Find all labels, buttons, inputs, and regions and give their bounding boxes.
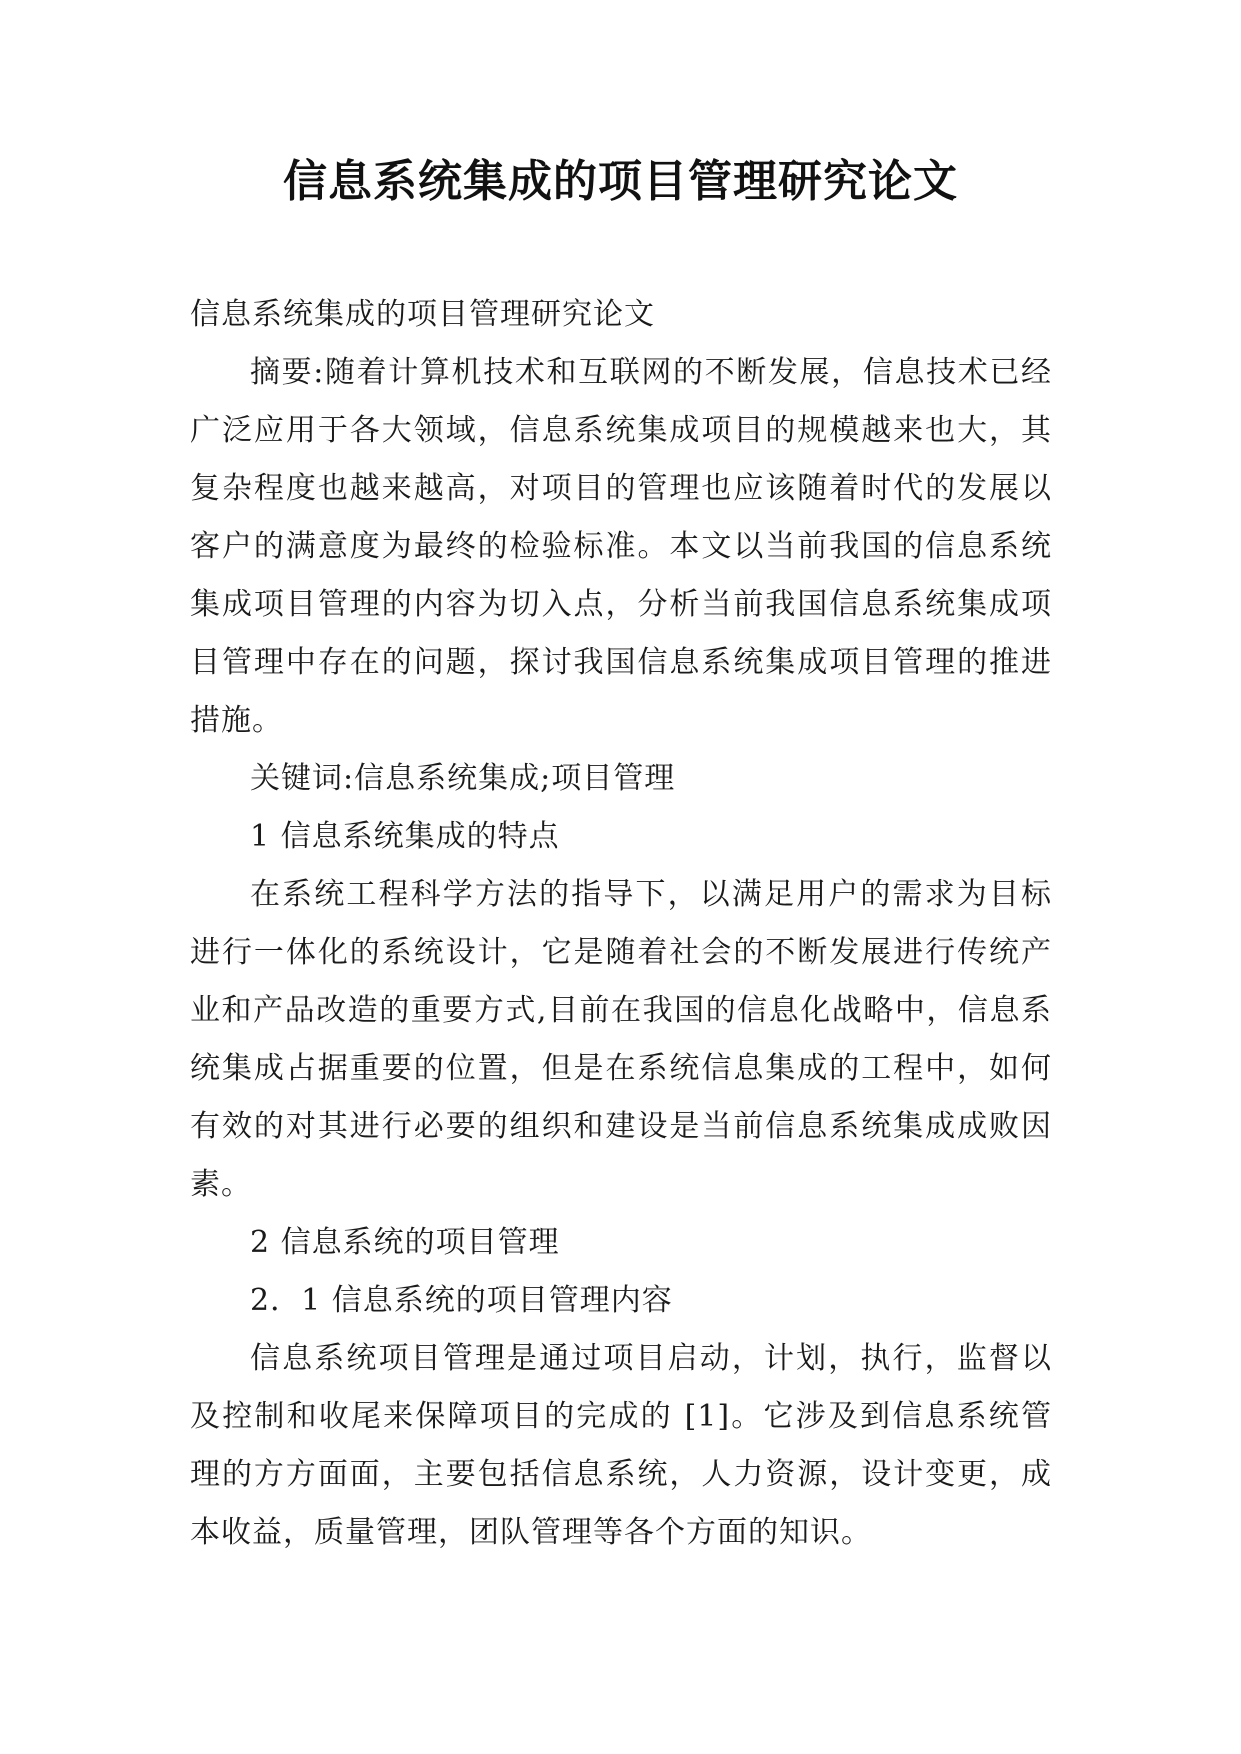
section-heading-1: 1 信息系统集成的特点 (250, 819, 560, 854)
paper-title-line: 信息系统集成的项目管理研究论文 (190, 297, 655, 332)
subsection-heading-2-1: 2．1 信息系统的项目管理内容 (250, 1283, 673, 1318)
keywords-line: 关键词:信息系统集成;项目管理 (250, 761, 676, 796)
document-body (190, 286, 1052, 1562)
section-1-paragraph: 在系统工程科学方法的指导下，以满足用户的需求为目标进行一体化的系统设计，它是随着社会的不断发展进行传统产业和产品改造的重要方式,目前在我国的信息化战略中，信息系统集成占据重要的位置，但是在系统信息集成的工程中，如何有效的对其进行必要的组织和建设是当前信息系统集成成败因素。 (190, 877, 1052, 1202)
section-heading-2: 2 信息系统的项目管理 (250, 1225, 560, 1260)
document-title: 信息系统集成的项目管理研究论文 (283, 156, 958, 207)
subsection-2-1-paragraph: 信息系统项目管理是通过项目启动，计划，执行，监督以及控制和收尾来保障项目的完成的 [1]。它涉及到信息系统管理的方方面面，主要包括信息系统，人力资源，设计变更，成本收益，质量管理，团队管理等各个方面的知识。 (190, 1341, 1052, 1550)
abstract-paragraph: 摘要:随着计算机技术和互联网的不断发展，信息技术已经广泛应用于各大领域，信息系统集成项目的规模越来也大，其复杂程度也越来越高，对项目的管理也应该随着时代的发展以客户的满意度为最终的检验标准。本文以当前我国的信息系统集成项目管理的内容为切入点，分析当前我国信息系统集成项目管理中存在的问题，探讨我国信息系统集成项目管理的推进措施。 (190, 355, 1052, 738)
